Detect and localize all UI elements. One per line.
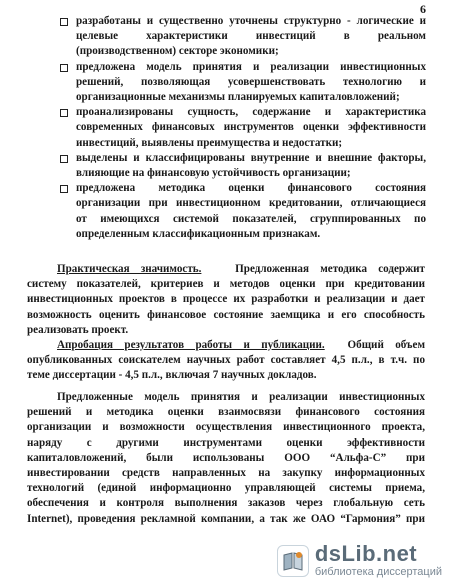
checkbox-bullet-icon: [60, 185, 68, 193]
text-line: капиталовложений, были использованы ООО “Альфа-С” при: [27, 451, 425, 464]
list-item: [62, 14, 426, 60]
page-number: 6: [420, 2, 426, 16]
book-logo-icon: [277, 545, 309, 577]
text-line: возможность оценить финансовое состояние заемщика и его способность: [27, 308, 425, 321]
text-line: организации при инвестиционном кредитовании, отличающиеся: [76, 197, 426, 210]
checkbox-bullet-icon: [60, 155, 68, 163]
text-line: реализовать проект.: [27, 323, 129, 336]
practical-significance-paragraph: [27, 262, 425, 338]
checkbox-bullet-icon: [60, 18, 68, 26]
text-line: Предложенные модель принятия и реализации инвестиционных: [57, 391, 425, 403]
list-item: [62, 60, 426, 106]
text-line: обеспечения и контроля выполнения заказов через глобальную сеть: [27, 497, 425, 510]
text-line: от имеющихся системой показателей, сгруппированных по: [76, 212, 426, 225]
list-item: [62, 105, 426, 151]
checkbox-bullet-icon: [60, 64, 68, 72]
watermark-subtitle: библиотека диссертаций: [314, 566, 442, 578]
text-line: решений, позволяющая усовершенствовать технологию и: [76, 75, 426, 88]
text-line: организации и возможности осуществления инвестиционного проекта,: [27, 421, 425, 434]
text-run: Предложенная методика содержит: [235, 263, 425, 275]
list-item: [62, 151, 426, 181]
text-line: наряду с другими инструментами оценки эффективности: [27, 436, 425, 449]
watermark-text: [315, 543, 442, 578]
text-line: современных финансовых инструментов оценки эффективности: [76, 121, 426, 134]
list-item: [62, 181, 426, 242]
dslib-watermark[interactable]: [277, 543, 442, 578]
implementation-paragraph: [27, 390, 425, 527]
text-line: опубликованных соискателем научных работ составляет 4,5 п.л., в т.ч. по: [27, 354, 425, 367]
text-line: инвестиций, выявлены преимущества и недостатки;: [76, 136, 343, 149]
text-line: технологий (единой информационно управляющей системы приема,: [27, 482, 425, 495]
watermark-title: dsLib.net: [314, 541, 418, 566]
practical-significance-heading: Практическая значимость.: [57, 263, 202, 275]
text-line: предложена методика оценки финансового состояния: [76, 182, 426, 195]
text-line: определенным классификационным признакам.: [76, 227, 321, 240]
approbation-paragraph: [27, 338, 425, 384]
text-line: предложена модель принятия и реализации инвестиционных: [76, 60, 426, 73]
text-line: решений и методика оценки взаимосвязи финансового состояния: [27, 406, 425, 419]
text-line: разработаны и существенно уточнены структурно - логические и: [76, 15, 426, 27]
text-line: теме диссертации - 4,5 п.л., включая 7 научных докладов.: [27, 369, 317, 382]
text-line: целевые характеристики инвестиций в реальном: [76, 30, 426, 43]
text-line: влияющие на финансовую устойчивость организации;: [76, 167, 351, 180]
text-line: инвестировании средств направленных на закупку информационных: [27, 467, 425, 480]
text-run: Общий объем: [347, 339, 426, 351]
contribution-list: [62, 14, 426, 242]
text-line: инвестиционных проектов в процессе их разработки и реализации и дает: [27, 293, 425, 306]
text-line: выделены и классифицированы внутренние и внешние факторы,: [76, 151, 426, 164]
text-line: [27, 262, 425, 277]
checkbox-bullet-icon: [60, 109, 68, 117]
text-line: Internet), проведения рекламной компании, а так же ОАО “Гармония” при: [27, 512, 425, 525]
text-line: [27, 338, 425, 353]
text-line: проанализированы сущность, содержание и характеристика: [76, 106, 426, 119]
text-line: систему показателей, критериев и методов оценки при кредитовании: [27, 278, 425, 291]
text-line: (производственном) секторе экономики;: [76, 45, 279, 58]
approbation-heading: Апробация результатов работы и публикации.: [57, 339, 325, 351]
text-line: организационные механизмы планируемых капиталовложений;: [76, 91, 400, 104]
